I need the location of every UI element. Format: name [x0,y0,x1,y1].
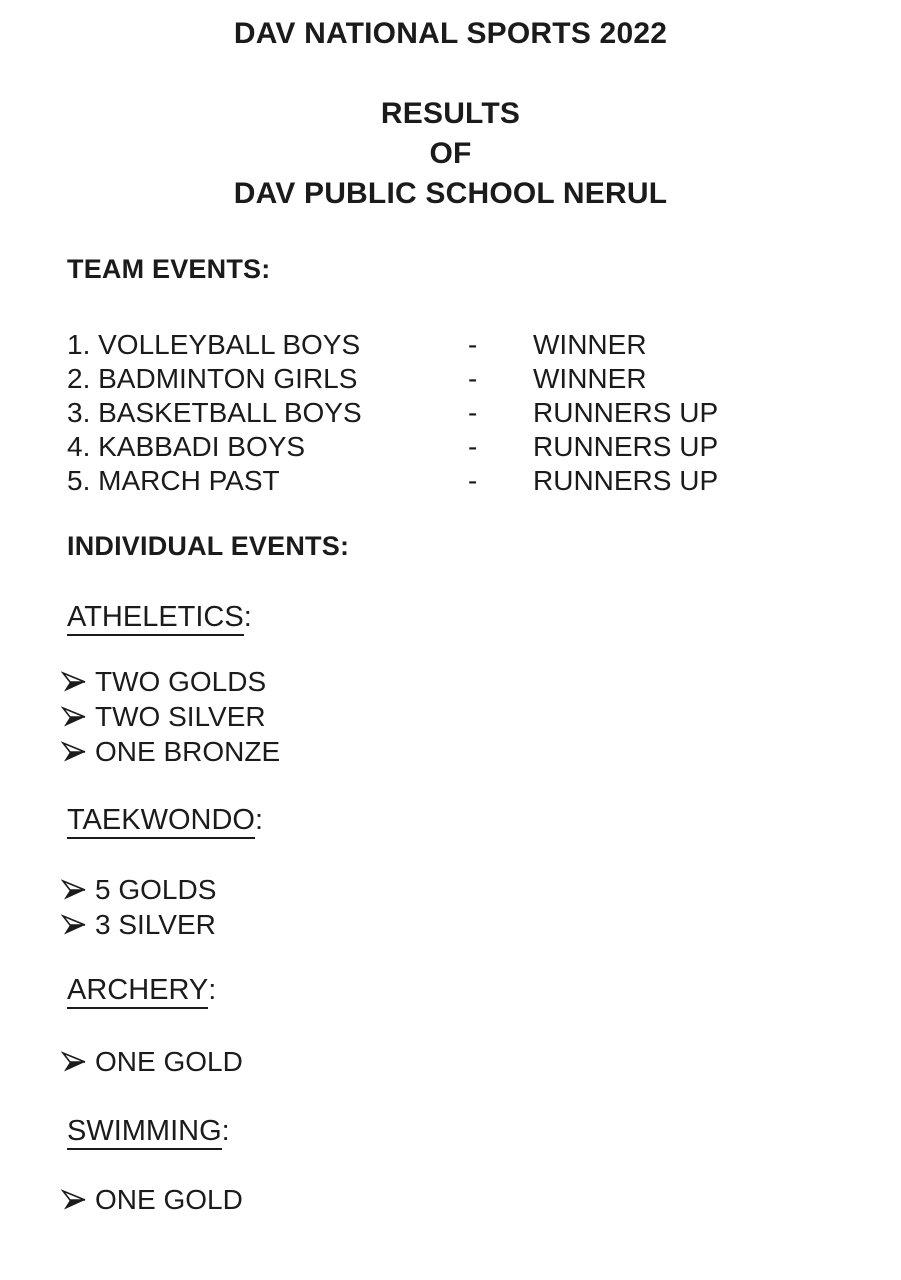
swimming-medal-list [61,1182,861,1217]
team-events-heading: TEAM EVENTS: [67,254,271,284]
list-item [61,1044,861,1079]
list-item [61,699,861,734]
team-event-row [67,328,861,362]
subsection-colon: : [243,601,252,633]
subsection-title: TAEKWONDO [67,806,255,839]
separator-dash: - [468,397,478,428]
medal-count: 5 GOLDS [95,874,217,905]
subtitle-line-results: RESULTS [380,97,521,130]
subsection-heading-archery [67,976,216,1009]
arrow-bullet-icon [61,913,87,937]
event-name: 2. BADMINTON GIRLS [67,363,358,394]
subsection-colon: : [254,804,264,836]
event-result: RUNNERS UP [533,465,719,496]
event-result: WINNER [533,363,647,394]
arrow-bullet-icon [61,878,87,902]
arrow-bullet-icon [61,1188,87,1212]
medal-count: TWO GOLDS [95,666,267,697]
subsection-title: ATHELETICS [67,603,244,636]
arrow-bullet-icon [61,1050,87,1074]
list-item [61,907,861,942]
event-name: 3. BASKETBALL BOYS [67,397,362,428]
medal-count: ONE GOLD [95,1046,243,1077]
arrow-bullet-icon [61,705,87,729]
subtitle-line-school: DAV PUBLIC SCHOOL NERUL [233,177,668,210]
subsection-title: SWIMMING [67,1117,222,1150]
medal-count: ONE BRONZE [95,736,281,767]
list-item [61,1182,861,1217]
separator-dash: - [468,329,478,360]
individual-events-heading: INDIVIDUAL EVENTS: [67,531,350,561]
list-item [61,872,861,907]
list-item [61,664,861,699]
event-name: 4. KABBADI BOYS [67,431,306,462]
team-event-row [67,396,861,430]
taekwondo-medal-list [61,872,861,942]
event-name: 1. VOLLEYBALL BOYS [67,329,361,360]
event-result: RUNNERS UP [533,397,719,428]
separator-dash: - [468,363,478,394]
event-result: WINNER [533,329,647,360]
subsection-heading-swimming [67,1117,230,1150]
document-title: DAV NATIONAL SPORTS 2022 [233,17,668,50]
arrow-bullet-icon [61,740,87,764]
team-events-list [67,328,861,498]
subsection-colon: : [208,974,217,1006]
archery-medal-list [61,1044,861,1079]
separator-dash: - [468,465,478,496]
subsection-heading-atheletics [67,603,252,636]
team-event-row [67,362,861,396]
subtitle-line-of: OF [429,137,472,170]
medal-count: 3 SILVER [95,909,216,940]
team-event-row [67,464,861,498]
list-item [61,734,861,769]
team-event-row [67,430,861,464]
arrow-bullet-icon [61,670,87,694]
medal-count: TWO SILVER [95,701,266,732]
subsection-heading-taekwondo [67,806,263,839]
subsection-title: ARCHERY [67,976,208,1009]
atheletics-medal-list [61,664,861,769]
event-name: 5. MARCH PAST [67,465,280,496]
document-subtitle [0,94,901,214]
medal-count: ONE GOLD [95,1184,243,1215]
event-result: RUNNERS UP [533,431,719,462]
separator-dash: - [468,431,478,462]
subsection-colon: : [221,1115,230,1147]
